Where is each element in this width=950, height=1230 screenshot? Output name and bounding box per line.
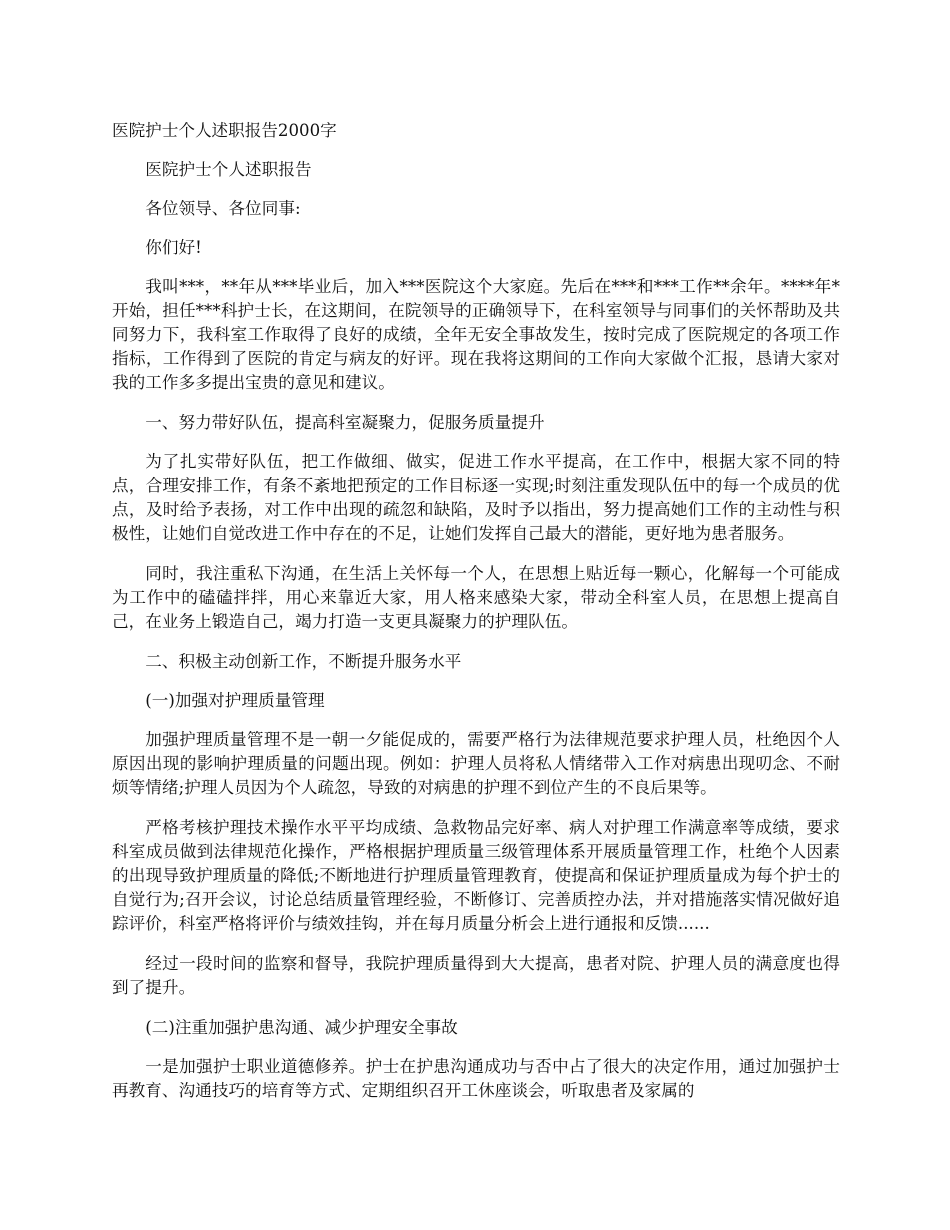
subsection-heading-1: (一)加强对护理质量管理: [145, 691, 325, 710]
intro-paragraph: 我叫***，**年从***毕业后，加入***医院这个大家庭。先后在***和***工作**余年。****年*开始，担任***科护士长，在这期间，在院领导的正确领导下，在科室领导与同事们的关怀帮助及共同努力下，我科室工作取得了良好的成绩，全年无安全事故发生，按时完成了医院规定的各项工作指标，工作得到了医院的肯定与病友的好评。现在我将这期间的工作向大家做个汇报，恳请大家对我的工作多多提出宝贵的意见和建议。: [112, 277, 840, 392]
greeting: 你们好!: [145, 238, 202, 257]
section-heading-1: 一、努力带好队伍，提高科室凝聚力，促服务质量提升: [145, 413, 545, 432]
subsection-2-paragraph-1: 一是加强护士职业道德修养。护士在护患沟通成功与否中占了很大的决定作用，通过加强护士再教育、沟通技巧的培育等方式、定期组织召开工休座谈会，听取患者及家属的: [112, 1057, 840, 1100]
section-1-paragraph-1: 为了扎实带好队伍，把工作做细、做实，促进工作水平提高，在工作中，根据大家不同的特点，合理安排工作，有条不紊地把预定的工作目标逐一实现;时刻注重发现队伍中的每一个成员的优点，及时给予表扬，对工作中出现的疏忽和缺陷，及时予以指出，努力提高她们工作的主动性与积极性，让她们自觉改进工作中存在的不足，让她们发挥自己最大的潜能，更好地为患者服务。: [112, 452, 840, 543]
document-title: 医院护士个人述职报告2000字: [112, 121, 337, 140]
section-heading-2: 二、积极主动创新工作，不断提升服务水平: [145, 652, 462, 671]
subsection-1-paragraph-2: 严格考核护理技术操作水平平均成绩、急救物品完好率、病人对护理工作满意率等成绩，要求科室成员做到法律规范化操作，严格根据护理质量三级管理体系开展质量管理工作，杜绝个人因素的出现导致护理质量的降低;不断地进行护理质量管理教育，使提高和保证护理质量成为每个护士的自觉行为;召开会议，讨论总结质量管理经验，不断修订、完善质控办法，并对措施落实情况做好追踪评价，科室严格将评价与绩效挂钩，并在每月质量分析会上进行通报和反馈......: [112, 818, 840, 933]
section-1-paragraph-2: 同时，我注重私下沟通，在生活上关怀每一个人，在思想上贴近每一颗心，化解每一个可能成为工作中的磕磕拌拌，用心来靠近大家，用人格来感染大家，带动全科室人员，在思想上提高自己，在业务上锻造自己，竭力打造一支更具凝聚力的护理队伍。: [112, 564, 840, 631]
salutation: 各位领导、各位同事:: [145, 199, 301, 218]
subsection-1-paragraph-1: 加强护理质量管理不是一朝一夕能促成的，需要严格行为法律规范要求护理人员，杜绝因个人原因出现的影响护理质量的问题出现。例如：护理人员将私人情绪带入工作对病患出现叨念、不耐烦等情绪;护理人员因为个人疏忽，导致的对病患的护理不到位产生的不良后果等。: [112, 730, 840, 797]
report-heading: 医院护士个人述职报告: [145, 160, 312, 179]
subsection-1-paragraph-3: 经过一段时间的监察和督导，我院护理质量得到大大提高，患者对院、护理人员的满意度也得到了提升。: [112, 954, 840, 997]
document-page: [112, 119, 840, 1119]
subsection-heading-2: (二)注重加强护患沟通、减少护理安全事故: [145, 1018, 458, 1037]
